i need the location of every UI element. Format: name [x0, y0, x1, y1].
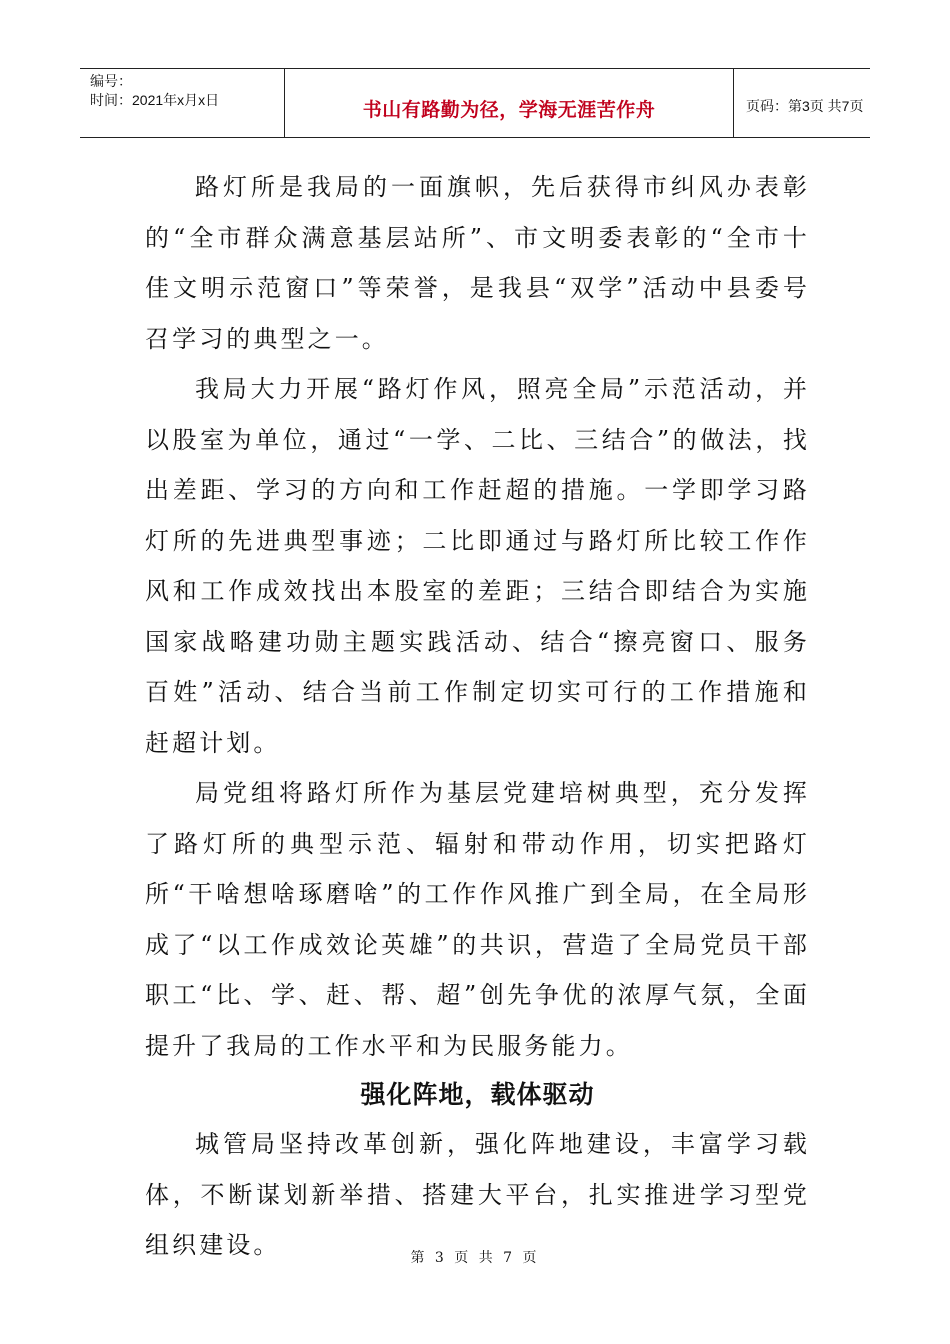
header-meta — [80, 69, 284, 137]
document-body — [145, 162, 810, 1271]
header-motto: 书山有路勤为径，学海无涯苦作舟 — [362, 99, 656, 121]
header-motto-cell — [284, 69, 734, 137]
section-heading: 强化阵地，载体驱动 — [360, 1080, 595, 1109]
paragraph-3: 局党组将路灯所作为基层党建培树典型，充分发挥了路灯所的典型示范、辐射和带动作用，切实把路灯所“干啥想啥琢磨啥”的工作作风推广到全局，在全局形成了“以工作成效论英雄”的共识，营造了全局党员干部职工“比、学、赶、帮、超”创先争优的浓厚气氛，全面提升了我局的工作水平和为民服务能力。 — [145, 779, 810, 1060]
header-page-cell — [734, 69, 870, 137]
section-paragraph: 城管局坚持改革创新，强化阵地建设，丰富学习载体，不断谋划新举措、搭建大平台，扎实推进学习型党组织建设。 — [145, 1130, 810, 1259]
time-label: 时间：2021年x月x日 — [90, 92, 220, 108]
header-page-info: 页码：第3页 共7页 — [746, 98, 864, 114]
paragraph-1: 路灯所是我局的一面旗帜，先后获得市纠风办表彰的“全市群众满意基层站所”、市文明委表彰的“全市十佳文明示范窗口”等荣誉，是我县“双学”活动中县委号召学习的典型之一。 — [145, 173, 810, 353]
page-footer: 第 3 页 共 7 页 — [410, 1250, 540, 1266]
page-header — [80, 68, 870, 138]
paragraph-2: 我局大力开展“路灯作风，照亮全局”示范活动，并以股室为单位，通过“一学、二比、三结合”的做法，找出差距、学习的方向和工作赶超的措施。一学即学习路灯所的先进典型事迹；二比即通过与路灯所比较工作作风和工作成效找出本股室的差距；三结合即结合为实施国家战略建功勋主题实践活动、结合“擦亮窗口、服务百姓”活动、结合当前工作制定切实可行的工作措施和赶超计划。 — [145, 375, 810, 757]
serial-label: 编号： — [90, 73, 132, 89]
